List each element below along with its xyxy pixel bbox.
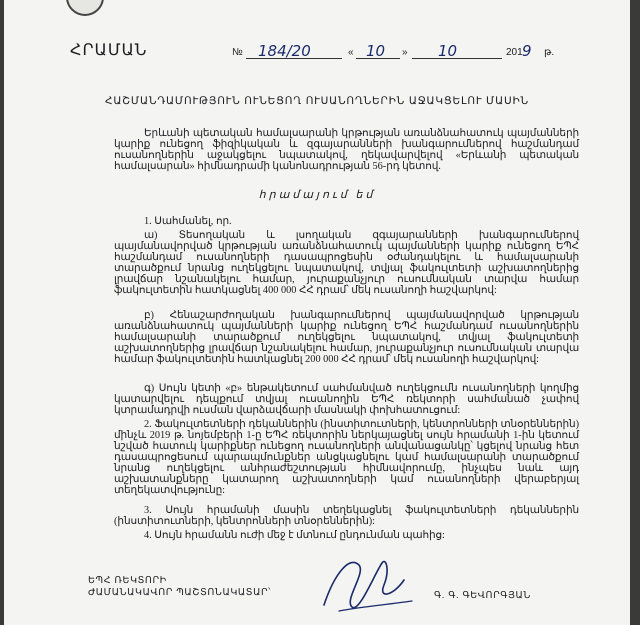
position-line-2: ԺԱՄԱՆԱԿԱՎՈՐ ՊԱՇՏՈՆԱԿԱՏԱՐ՝ (88, 587, 271, 598)
item-1b: բ) Հենաշարժողական խանգարումներով պայմանավորված կրթության առանձնահատուկ պայմանների կարիք ունեցող ԵՊՀ հաշմանդամ ուսանողներին համալսարանի տարածքում ուղեկցելու նպատակով, տվյալ ֆակուլտետի աշխատողներից լրավճար նշանակելու համար, յուրաքանչյուր ուսումնական տարվա համար ֆակուլտետին հատկացնել 200 000 ՀՀ դրամ՝ մեկ ուսանողի հաշվարկով: (114, 310, 579, 365)
year-prefix: 201 (506, 47, 523, 58)
number-prefix: № (232, 47, 243, 58)
order-heading: հրամայում եմ (258, 189, 376, 201)
item-3: 3. Սույն հրամանի մասին տեղեկացնել ֆակուլտետների դեկաններին (ինստիտուտների, կենտրոնների տնօրեններին): (114, 505, 579, 527)
order-month: 10 (438, 42, 458, 60)
position-line-1: ԵՊՀ ՌԵԿՏՈՐԻ (88, 575, 167, 586)
handwritten-signature (304, 545, 424, 625)
intro-paragraph: Երևանի պետական համալսարանի կրթության առանձնահատուկ պայմանների կարիք ունեցող ֆիզիկական և զգայարանների խանգարումներով հաշմանդամ ուսանողներին աջակցելու նպատակով, ղեկավարվելով «Երևանի պետական համալսարան» հիմնադրամի կանոնադրության 56-րդ կետով. (114, 128, 579, 172)
signatory-name: Գ. Գ. ԳԵՎՈՐԳՅԱՆ (434, 590, 531, 601)
item-1a: ա) Տեսողական և լսողական զգայարանների խանգարումներով պայմանավորված կրթության առանձնահատուկ պայմանների կարիք ունեցող ԵՊՀ հաշմանդամ ուսանողների դասապրոցեսին օժանդակելու և համալսարանի տարածքում նրանց ուղեկցելու նպատակով, տվյալ ֆակուլտետի աշխատողներից լրավճար նշանակելու համար, յուրաքանչյուր ուսումնական տարվա համար ֆակուլտետին հատկացնել 400 000 ՀՀ դրամ՝ մեկ ուսանողի հաշվարկով: (114, 230, 579, 296)
item-2: 2. Ֆակուլտետների դեկաններին (ինստիտուտների, կենտրոնների տնօրեններին) մինչև 2019 թ. նոյեմբերի 1-ը ԵՊՀ ռեկտորին ներկայացնել սույն հրամանի 1-ին կետում նշված հատուկ կարիքներ ունեցող ուսանողների անվանացանկը՝ կցելով նրանց հետ դասապրոցեսում պարապմունքներ անցկացնելու կամ համալսարանի տարածքում նրանց ուղեկցելու անհրաժեշտության հիմնավորումը, ինչպես նաև այդ աշխատանքները կատարող աշխատողների կամ ուսանողների վերաբերյալ տեղեկատվությունը: (114, 419, 579, 496)
signatory-position (88, 575, 271, 599)
order-number-row: № 184/20 « 10 » 10 201 9 թ. (232, 42, 555, 60)
document-title: ՀԱՇՄԱՆԴԱՄՈՒԹՅՈՒՆ ՈՒՆԵՑՈՂ ՈՒՍԱՆՈՂՆԵՐԻՆ ԱՋԱԿՑԵԼՈՒ ՄԱՍԻՆ (105, 95, 529, 107)
order-day: 10 (366, 42, 386, 60)
item-4: 4. Սույն հրամանն ուժի մեջ է մտնում ընդունման պահից: (144, 530, 445, 541)
year-suffix: 9 (522, 42, 532, 60)
order-label: ՀՐԱՄԱՆ (70, 42, 148, 59)
document-page (4, 0, 630, 625)
item-1c: գ) Սույն կետի «բ» ենթակետում սահմանված ուղեկցումն ուսանողների կողմից կատարվելու դեպքում տվյալ ուսանողին ԵՊՀ ռեկտորի սահմանած չափով կտրամադրվի ուսման վարձավճարի մասնակի փոխհատուցում: (114, 383, 579, 416)
order-number: 184/20 (258, 42, 311, 60)
item-1: 1. Սահմանել, որ. (144, 216, 232, 227)
emblem-mark (66, 0, 104, 16)
year-unit: թ. (544, 47, 555, 58)
